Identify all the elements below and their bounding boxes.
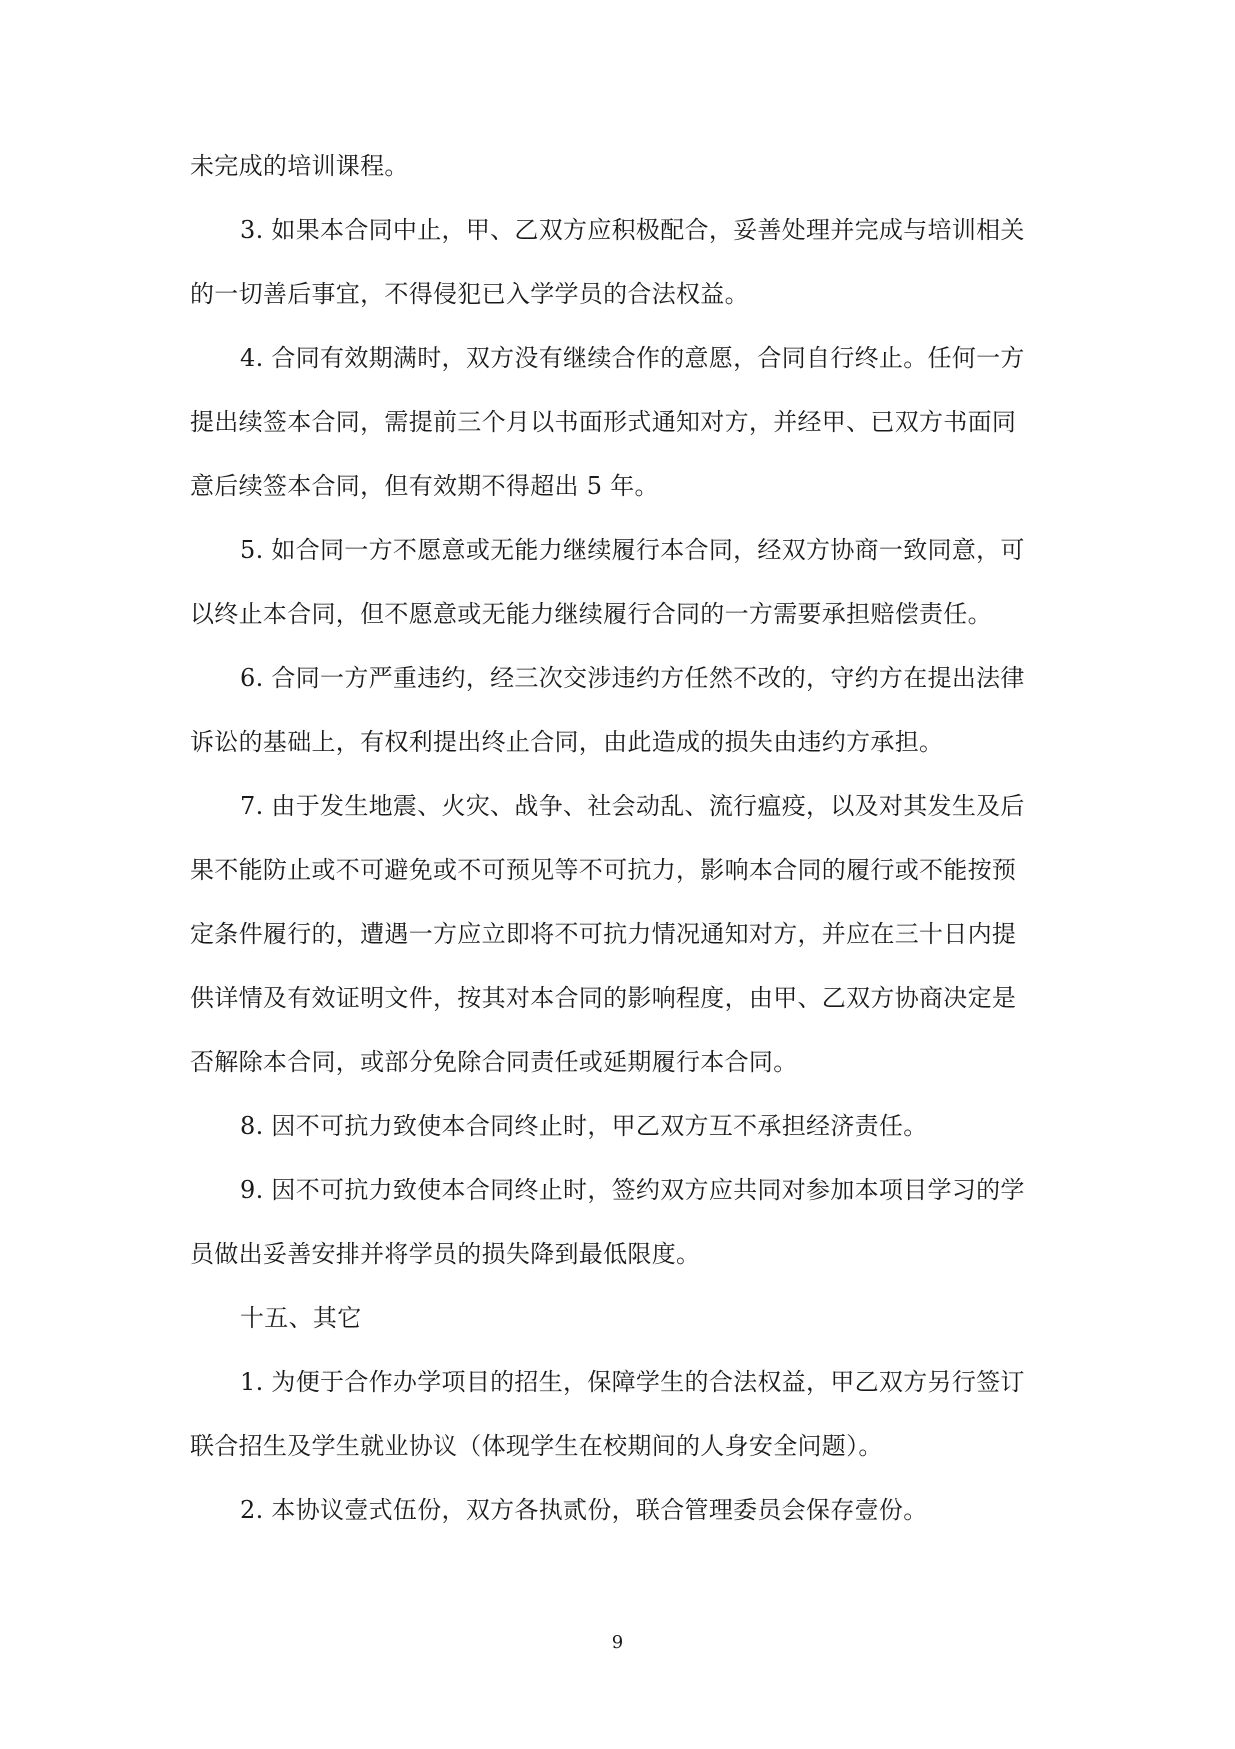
text-line: 否解除本合同，或部分免除合同责任或延期履行本合同。 — [190, 1048, 798, 1076]
text-line: 1. 为便于合作办学项目的招生，保障学生的合法权益，甲乙双方另行签订 — [240, 1368, 1025, 1396]
text-line: 4. 合同有效期满时，双方没有继续合作的意愿，合同自行终止。任何一方 — [240, 344, 1025, 372]
text-line: 7. 由于发生地震、火灾、战争、社会动乱、流行瘟疫，以及对其发生及后 — [240, 792, 1025, 820]
text-line: 提出续签本合同，需提前三个月以书面形式通知对方，并经甲、已双方书面同 — [190, 408, 1017, 436]
text-line: 2. 本协议壹式伍份，双方各执贰份，联合管理委员会保存壹份。 — [240, 1496, 928, 1524]
text-line: 5. 如合同一方不愿意或无能力继续履行本合同，经双方协商一致同意，可 — [240, 536, 1025, 564]
text-line: 以终止本合同，但不愿意或无能力继续履行合同的一方需要承担赔偿责任。 — [190, 600, 992, 628]
text-line: 果不能防止或不可避免或不可预见等不可抗力，影响本合同的履行或不能按预 — [190, 856, 1017, 884]
text-line: 的一切善后事宜，不得侵犯已入学学员的合法权益。 — [190, 280, 749, 308]
text-line: 定条件履行的，遭遇一方应立即将不可抗力情况通知对方，并应在三十日内提 — [190, 920, 1017, 948]
text-line: 8. 因不可抗力致使本合同终止时，甲乙双方互不承担经济责任。 — [240, 1112, 928, 1140]
text-line: 诉讼的基础上，有权利提出终止合同，由此造成的损失由违约方承担。 — [190, 728, 944, 756]
text-line: 意后续签本合同，但有效期不得超出 5 年。 — [190, 472, 659, 500]
text-line: 供详情及有效证明文件，按其对本合同的影响程度，由甲、乙双方协商决定是 — [190, 984, 1017, 1012]
text-line: 9. 因不可抗力致使本合同终止时，签约双方应共同对参加本项目学习的学 — [240, 1176, 1025, 1204]
section-heading: 十五、其它 — [240, 1304, 362, 1332]
text-line: 6. 合同一方严重违约，经三次交涉违约方任然不改的，守约方在提出法律 — [240, 664, 1025, 692]
page-number: 9 — [611, 1632, 624, 1653]
text-line: 员做出妥善安排并将学员的损失降到最低限度。 — [190, 1240, 701, 1268]
text-line: 未完成的培训课程。 — [190, 152, 409, 180]
text-line: 联合招生及学生就业协议（体现学生在校期间的人身安全问题）。 — [190, 1432, 883, 1460]
text-line: 3. 如果本合同中止，甲、乙双方应积极配合，妥善处理并完成与培训相关 — [240, 216, 1025, 244]
